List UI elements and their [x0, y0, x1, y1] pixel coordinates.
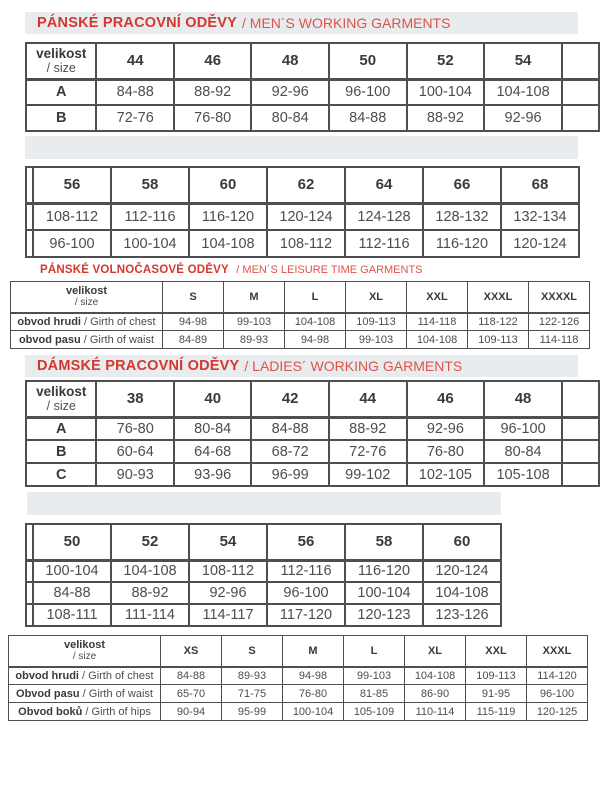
value-cell: 64-68 — [174, 440, 251, 463]
cut-column-cell — [562, 440, 599, 463]
column-header: 52 — [407, 43, 485, 79]
column-header: 48 — [484, 381, 562, 417]
value-cell: 110-114 — [405, 703, 466, 721]
cut-column-cell — [562, 417, 599, 440]
column-header: 44 — [329, 381, 407, 417]
table-mens-leisure-sizes — [10, 281, 600, 349]
table-row — [26, 79, 599, 105]
column-header: 54 — [484, 43, 562, 79]
table-row — [26, 560, 501, 582]
cut-column-cell — [562, 105, 599, 131]
cut-column-cell — [26, 604, 33, 626]
value-cell: 84-88 — [251, 417, 328, 440]
value-cell: 108-112 — [33, 203, 111, 230]
table-header-row — [11, 282, 590, 313]
section-band-mens-working — [25, 12, 578, 34]
column-header: 56 — [267, 524, 345, 560]
value-cell: 100-104 — [407, 79, 485, 105]
row-label-cell — [11, 313, 163, 331]
value-cell: 115-119 — [466, 703, 527, 721]
value-cell: 60-64 — [96, 440, 173, 463]
size-table — [25, 380, 600, 487]
cut-column-cell — [26, 524, 33, 560]
column-header: L — [285, 282, 346, 313]
column-header: S — [222, 636, 283, 667]
cut-column-cell — [562, 79, 599, 105]
value-cell: 128-132 — [423, 203, 501, 230]
value-cell: 100-104 — [345, 582, 423, 604]
value-cell: 99-103 — [346, 331, 407, 349]
value-cell: 109-113 — [468, 331, 529, 349]
value-cell: 123-126 — [423, 604, 501, 626]
value-cell: 108-112 — [189, 560, 267, 582]
size-table — [25, 166, 580, 258]
value-cell: 84-88 — [161, 667, 222, 685]
value-cell: 84-89 — [163, 331, 224, 349]
value-cell: 84-88 — [329, 105, 407, 131]
table-row — [26, 203, 579, 230]
value-cell: 92-96 — [189, 582, 267, 604]
table-mens-working-sizes-44-54 — [25, 42, 600, 132]
value-cell: 100-104 — [111, 230, 189, 257]
value-cell: 116-120 — [345, 560, 423, 582]
size-header-czech: velikost — [36, 383, 87, 399]
cut-column-cell — [26, 560, 33, 582]
value-cell: 112-116 — [111, 203, 189, 230]
row-label-czech: obvod hrudi — [15, 669, 79, 682]
column-header: 60 — [423, 524, 501, 560]
size-header-cell — [26, 43, 96, 79]
table-header-row — [9, 636, 588, 667]
size-table — [8, 635, 588, 721]
value-cell: 89-93 — [224, 331, 285, 349]
row-label-czech: obvod pasu — [18, 333, 81, 346]
row-label-english: / Girth of chest — [78, 669, 154, 682]
cut-column-cell — [26, 167, 33, 203]
section-title-czech: PÁNSKÉ PRACOVNÍ ODĚVY — [37, 15, 237, 31]
value-cell: 91-95 — [466, 685, 527, 703]
column-header: XXXL — [468, 282, 529, 313]
row-label-english: / Girth of chest — [80, 315, 156, 328]
value-cell: 72-76 — [96, 105, 173, 131]
column-header: XL — [346, 282, 407, 313]
size-header-cell — [11, 282, 163, 313]
section-title-mens-leisure — [40, 262, 600, 277]
column-header: 50 — [33, 524, 111, 560]
cut-column-cell — [26, 230, 33, 257]
value-cell: 109-113 — [466, 667, 527, 685]
value-cell: 93-96 — [174, 463, 251, 486]
section-title-english: / MEN´S WORKING GARMENTS — [242, 15, 451, 31]
column-header: 68 — [501, 167, 579, 203]
size-header-english: / size — [72, 651, 97, 663]
cut-column-cell — [26, 582, 33, 604]
column-header: XL — [405, 636, 466, 667]
value-cell: 94-98 — [285, 331, 346, 349]
size-header-cell — [26, 381, 96, 417]
value-cell: 88-92 — [174, 79, 251, 105]
value-cell: 76-80 — [96, 417, 173, 440]
separator-band — [27, 492, 501, 515]
value-cell: 122-126 — [529, 313, 590, 331]
section-title-czech: DÁMSKÉ PRACOVNÍ ODĚVY — [37, 358, 240, 374]
column-header: XXXXL — [529, 282, 590, 313]
value-cell: 120-124 — [501, 230, 579, 257]
column-header: L — [344, 636, 405, 667]
table-header-row — [26, 167, 579, 203]
value-cell: 114-117 — [189, 604, 267, 626]
value-cell: 92-96 — [407, 417, 485, 440]
value-cell: 94-98 — [163, 313, 224, 331]
separator-band — [25, 136, 578, 159]
section-title-english: / MEN´S LEISURE TIME GARMENTS — [236, 264, 423, 276]
value-cell: 104-108 — [285, 313, 346, 331]
value-cell: 99-103 — [224, 313, 285, 331]
section-title-english: / LADIES´ WORKING GARMENTS — [244, 358, 463, 374]
value-cell: 81-85 — [344, 685, 405, 703]
value-cell: 96-100 — [329, 79, 407, 105]
row-label-english: / Girth of waist — [80, 333, 155, 346]
value-cell: 80-84 — [251, 105, 328, 131]
column-header: 46 — [174, 43, 251, 79]
value-cell: 104-108 — [423, 582, 501, 604]
value-cell: 100-104 — [283, 703, 344, 721]
column-header: 40 — [174, 381, 251, 417]
value-cell: 120-123 — [345, 604, 423, 626]
value-cell: 108-111 — [33, 604, 111, 626]
column-header: XXL — [466, 636, 527, 667]
value-cell: 76-80 — [174, 105, 251, 131]
value-cell: 95-99 — [222, 703, 283, 721]
size-table — [25, 523, 502, 627]
size-header-czech: velikost — [66, 284, 107, 297]
row-label-czech: Obvod boků — [18, 705, 83, 718]
row-label-czech: obvod hrudi — [17, 315, 81, 328]
value-cell: 72-76 — [329, 440, 407, 463]
value-cell: 65-70 — [161, 685, 222, 703]
row-label-cell: A — [26, 417, 96, 440]
table-row — [9, 703, 588, 721]
value-cell: 96-100 — [527, 685, 588, 703]
column-header: XS — [161, 636, 222, 667]
value-cell: 116-120 — [423, 230, 501, 257]
table-row — [11, 313, 590, 331]
size-header-english: / size — [46, 61, 76, 76]
value-cell: 104-108 — [407, 331, 468, 349]
value-cell: 108-112 — [267, 230, 345, 257]
value-cell: 99-102 — [329, 463, 407, 486]
value-cell: 120-124 — [423, 560, 501, 582]
row-label-english: / Girth of waist — [79, 687, 153, 700]
value-cell: 104-108 — [189, 230, 267, 257]
cut-column-cell — [562, 43, 599, 79]
value-cell: 88-92 — [407, 105, 485, 131]
column-header: 44 — [96, 43, 173, 79]
column-header: XXL — [407, 282, 468, 313]
value-cell: 90-94 — [161, 703, 222, 721]
column-header: 50 — [329, 43, 407, 79]
table-ladies-working-sizes-50-60 — [25, 523, 600, 627]
table-row — [9, 685, 588, 703]
value-cell: 112-116 — [345, 230, 423, 257]
column-header: XXXL — [527, 636, 588, 667]
size-table — [25, 42, 600, 132]
table-header-row — [26, 381, 599, 417]
table-ladies-working-sizes-38-48 — [25, 380, 600, 487]
column-header: 52 — [111, 524, 189, 560]
table-row — [26, 440, 599, 463]
value-cell: 120-125 — [527, 703, 588, 721]
row-label-cell — [9, 667, 161, 685]
value-cell: 96-100 — [33, 230, 111, 257]
value-cell: 90-93 — [96, 463, 173, 486]
size-header-czech: velikost — [36, 45, 87, 61]
section-title-czech: PÁNSKÉ VOLNOČASOVÉ ODĚVY — [40, 264, 229, 276]
cut-column-cell — [26, 203, 33, 230]
table-header-row — [26, 524, 501, 560]
table-row — [26, 463, 599, 486]
value-cell: 84-88 — [96, 79, 173, 105]
cut-column-cell — [562, 463, 599, 486]
value-cell: 68-72 — [251, 440, 328, 463]
value-cell: 94-98 — [283, 667, 344, 685]
value-cell: 99-103 — [344, 667, 405, 685]
column-header: 58 — [111, 167, 189, 203]
column-header: 60 — [189, 167, 267, 203]
column-header: 64 — [345, 167, 423, 203]
table-row — [26, 105, 599, 131]
value-cell: 132-134 — [501, 203, 579, 230]
row-label-cell: B — [26, 105, 96, 131]
value-cell: 92-96 — [251, 79, 328, 105]
row-label-czech: Obvod pasu — [16, 687, 80, 700]
row-label-cell: B — [26, 440, 96, 463]
value-cell: 84-88 — [33, 582, 111, 604]
column-header: 62 — [267, 167, 345, 203]
table-row — [26, 417, 599, 440]
value-cell: 92-96 — [484, 105, 562, 131]
column-header: 48 — [251, 43, 328, 79]
value-cell: 105-109 — [344, 703, 405, 721]
size-header-english: / size — [74, 297, 99, 309]
value-cell: 104-108 — [111, 560, 189, 582]
column-header: S — [163, 282, 224, 313]
value-cell: 102-105 — [407, 463, 485, 486]
table-row — [9, 667, 588, 685]
value-cell: 116-120 — [189, 203, 267, 230]
value-cell: 71-75 — [222, 685, 283, 703]
value-cell: 105-108 — [484, 463, 562, 486]
value-cell: 96-99 — [251, 463, 328, 486]
row-label-cell: C — [26, 463, 96, 486]
table-row — [11, 331, 590, 349]
value-cell: 80-84 — [174, 417, 251, 440]
value-cell: 120-124 — [267, 203, 345, 230]
table-row — [26, 604, 501, 626]
row-label-cell — [9, 685, 161, 703]
value-cell: 76-80 — [283, 685, 344, 703]
value-cell: 86-90 — [405, 685, 466, 703]
column-header: 42 — [251, 381, 328, 417]
column-header: 58 — [345, 524, 423, 560]
value-cell: 114-118 — [407, 313, 468, 331]
table-row — [26, 582, 501, 604]
value-cell: 96-100 — [267, 582, 345, 604]
row-label-cell — [11, 331, 163, 349]
table-ladies-leisure-sizes — [8, 635, 600, 721]
size-header-czech: velikost — [64, 638, 105, 651]
value-cell: 96-100 — [484, 417, 562, 440]
table-mens-working-sizes-56-68 — [25, 166, 600, 258]
value-cell: 111-114 — [111, 604, 189, 626]
table-header-row — [26, 43, 599, 79]
value-cell: 124-128 — [345, 203, 423, 230]
row-label-cell: A — [26, 79, 96, 105]
cut-column-cell — [562, 381, 599, 417]
value-cell: 104-108 — [484, 79, 562, 105]
column-header: M — [283, 636, 344, 667]
value-cell: 114-118 — [529, 331, 590, 349]
value-cell: 118-122 — [468, 313, 529, 331]
value-cell: 88-92 — [329, 417, 407, 440]
value-cell: 89-93 — [222, 667, 283, 685]
table-row — [26, 230, 579, 257]
value-cell: 88-92 — [111, 582, 189, 604]
size-chart-page — [0, 12, 600, 812]
value-cell: 80-84 — [484, 440, 562, 463]
row-label-cell — [9, 703, 161, 721]
column-header: 38 — [96, 381, 173, 417]
value-cell: 100-104 — [33, 560, 111, 582]
column-header: 54 — [189, 524, 267, 560]
value-cell: 117-120 — [267, 604, 345, 626]
column-header: 66 — [423, 167, 501, 203]
column-header: M — [224, 282, 285, 313]
column-header: 56 — [33, 167, 111, 203]
size-table — [10, 281, 590, 349]
value-cell: 76-80 — [407, 440, 485, 463]
row-label-english: / Girth of hips — [82, 705, 151, 718]
value-cell: 112-116 — [267, 560, 345, 582]
value-cell: 109-113 — [346, 313, 407, 331]
section-band-ladies-working — [25, 355, 578, 377]
size-header-english: / size — [46, 399, 76, 414]
column-header: 46 — [407, 381, 485, 417]
value-cell: 104-108 — [405, 667, 466, 685]
value-cell: 114-120 — [527, 667, 588, 685]
size-header-cell — [9, 636, 161, 667]
